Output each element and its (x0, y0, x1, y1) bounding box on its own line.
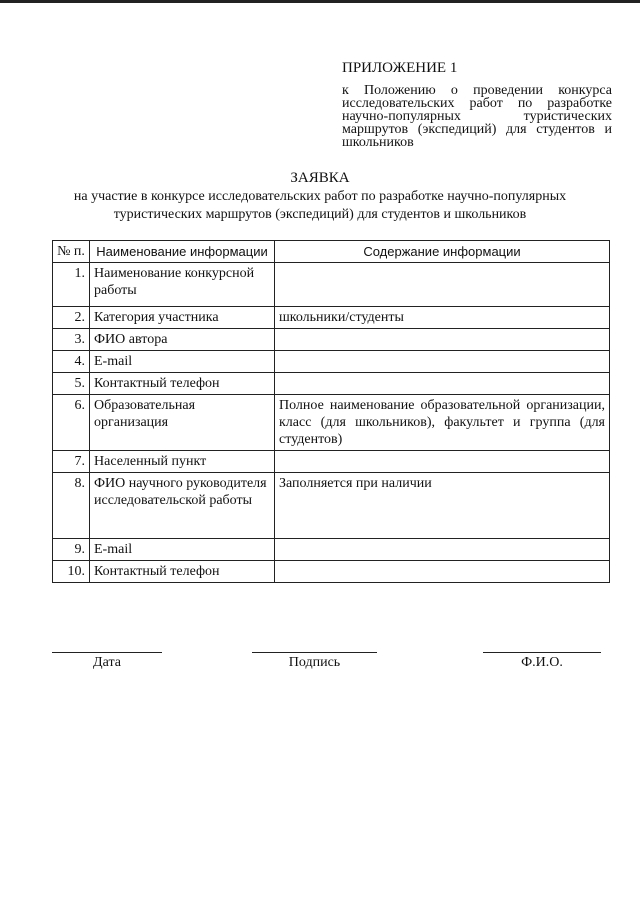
row-content[interactable]: Заполняется при наличии (275, 473, 610, 539)
table-row (53, 451, 610, 473)
document-title: ЗАЯВКА (290, 170, 350, 186)
row-content[interactable] (275, 373, 610, 395)
table-row (53, 473, 610, 539)
application-form-table (52, 240, 610, 583)
row-num: 7. (53, 451, 90, 473)
appendix-heading: ПРИЛОЖЕНИЕ 1 (342, 60, 458, 76)
row-content[interactable] (275, 561, 610, 583)
row-content[interactable] (275, 351, 610, 373)
fio-line[interactable] (483, 652, 601, 653)
header-content: Содержание информации (275, 241, 610, 263)
page-top-border (0, 0, 640, 3)
row-name: Категория участника (90, 307, 275, 329)
row-num: 5. (53, 373, 90, 395)
header-num: № п. (53, 241, 90, 263)
date-signature-block (52, 652, 162, 671)
row-name: E-mail (90, 351, 275, 373)
table-row (53, 373, 610, 395)
row-name: ФИО научного руководителя исследовательской работы (90, 473, 275, 539)
row-name: Образовательная организация (90, 395, 275, 451)
row-name: Населенный пункт (90, 451, 275, 473)
document-subtitle: на участие в конкурсе исследовательских работ по разработке научно-популярных туристических маршрутов (экспедиций) для студентов и школьников (73, 189, 567, 222)
row-num: 1. (53, 263, 90, 307)
row-num: 2. (53, 307, 90, 329)
signature-block (252, 652, 377, 671)
appendix-subtitle: к Положению о проведении конкурса исследовательских работ по разработке научно-популярных туристических маршрутов (экспедиций) для студентов и школьников (342, 83, 612, 150)
row-name: Контактный телефон (90, 373, 275, 395)
signature-line[interactable] (252, 652, 377, 653)
table-row (53, 351, 610, 373)
fio-label: Ф.И.О. (521, 655, 563, 670)
date-label: Дата (93, 655, 121, 670)
table-row (53, 307, 610, 329)
table-row (53, 329, 610, 351)
row-num: 3. (53, 329, 90, 351)
row-content[interactable]: Полное наименование образовательной организации, класс (для школьников), факультет и группа (для студентов) (275, 395, 610, 451)
row-name: Контактный телефон (90, 561, 275, 583)
signature-label: Подпись (288, 655, 341, 670)
row-num: 4. (53, 351, 90, 373)
table-row (53, 539, 610, 561)
row-content[interactable] (275, 329, 610, 351)
row-name: E-mail (90, 539, 275, 561)
date-line[interactable] (52, 652, 162, 653)
row-num: 6. (53, 395, 90, 451)
row-num: 10. (53, 561, 90, 583)
row-name: ФИО автора (90, 329, 275, 351)
table-header-row (53, 241, 610, 263)
table-row (53, 561, 610, 583)
row-content[interactable] (275, 263, 610, 307)
table-row (53, 395, 610, 451)
row-num: 9. (53, 539, 90, 561)
row-content[interactable]: школьники/студенты (275, 307, 610, 329)
table-row (53, 263, 610, 307)
row-content[interactable] (275, 539, 610, 561)
row-num: 8. (53, 473, 90, 539)
row-content[interactable] (275, 451, 610, 473)
header-name: Наименование информации (90, 241, 275, 263)
row-name: Наименование конкурсной работы (90, 263, 275, 307)
fio-signature-block (483, 652, 601, 671)
